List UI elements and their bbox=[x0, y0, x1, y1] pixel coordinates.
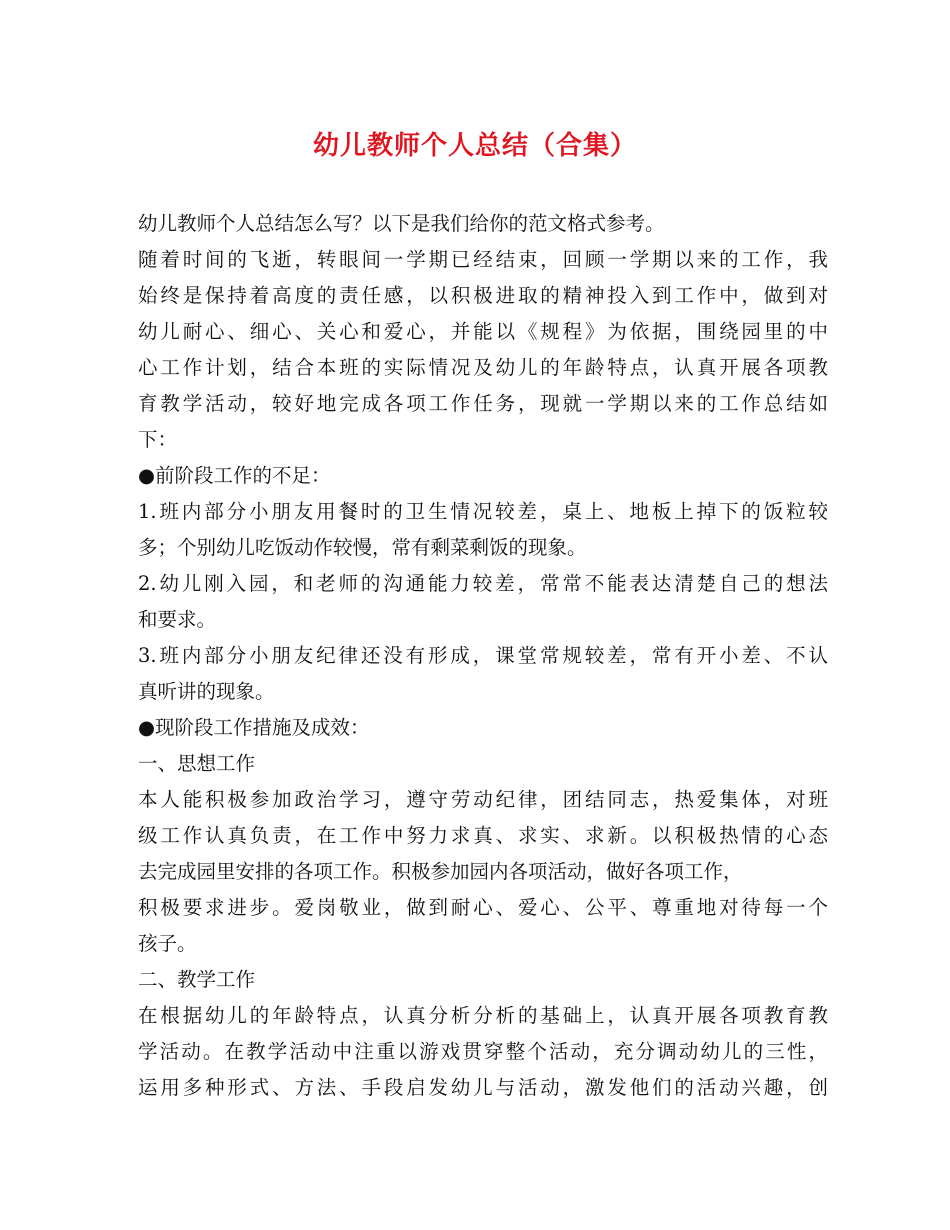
body-line: 随着时间的飞逝，转眼间一学期已经结束，回顾一学期以来的工作，我 bbox=[138, 248, 828, 271]
body-line: 真听讲的现象。 bbox=[138, 680, 275, 703]
body-line: 学活动。在教学活动中注重以游戏贯穿整个活动，充分调动幼儿的三性， bbox=[138, 1040, 828, 1063]
body-line: 多；个别幼儿吃饭动作较慢，常有剩菜剩饭的现象。 bbox=[138, 536, 587, 559]
document-title: 幼儿教师个人总结（合集） bbox=[312, 131, 637, 161]
list-item: 1.班内部分小朋友用餐时的卫生情况较差，桌上、地板上掉下的饭粒较 bbox=[138, 500, 828, 523]
body-line: 始终是保持着高度的责任感，以积极进取的精神投入到工作中，做到对 bbox=[138, 284, 828, 307]
body-line: 和要求。 bbox=[138, 608, 217, 631]
body-line: 育教学活动，较好地完成各项工作任务，现就一学期以来的工作总结如 bbox=[138, 392, 828, 415]
body-line: 幼儿耐心、细心、关心和爱心，并能以《规程》为依据，围绕园里的中 bbox=[138, 320, 828, 343]
list-item: 2.幼儿刚入园，和老师的沟通能力较差，常常不能表达清楚自己的想法 bbox=[138, 572, 828, 595]
body-line: 心工作计划，结合本班的实际情况及幼儿的年龄特点，认真开展各项教 bbox=[138, 356, 828, 379]
body-line: 幼儿教师个人总结怎么写？以下是我们给你的范文格式参考。 bbox=[138, 212, 665, 235]
body-line: 级工作认真负责，在工作中努力求真、求实、求新。以积极热情的心态 bbox=[138, 824, 828, 847]
body-line: 本人能积极参加政治学习，遵守劳动纪律，团结同志，热爱集体，对班 bbox=[138, 788, 828, 811]
body-line: 下： bbox=[138, 428, 178, 451]
list-item: 3.班内部分小朋友纪律还没有形成，课堂常规较差，常有开小差、不认 bbox=[138, 644, 828, 667]
section-bullet-heading: ●前阶段工作的不足： bbox=[138, 464, 331, 487]
section-heading: 二、教学工作 bbox=[138, 968, 256, 991]
section-bullet-heading: ●现阶段工作措施及成效： bbox=[138, 716, 370, 739]
body-line: 在根据幼儿的年龄特点，认真分析分析的基础上，认真开展各项教育教 bbox=[138, 1004, 828, 1027]
section-heading: 一、思想工作 bbox=[138, 752, 256, 775]
body-line: 积极要求进步。爱岗敬业，做到耐心、爱心、公平、尊重地对待每一个 bbox=[138, 896, 828, 919]
body-line: 孩子。 bbox=[138, 932, 197, 955]
body-line: 运用多种形式、方法、手段启发幼儿与活动，激发他们的活动兴趣，创 bbox=[138, 1076, 828, 1099]
document-body bbox=[138, 206, 828, 1106]
body-line: 去完成园里安排的各项工作。积极参加园内各项活动，做好各项工作， bbox=[138, 860, 743, 883]
